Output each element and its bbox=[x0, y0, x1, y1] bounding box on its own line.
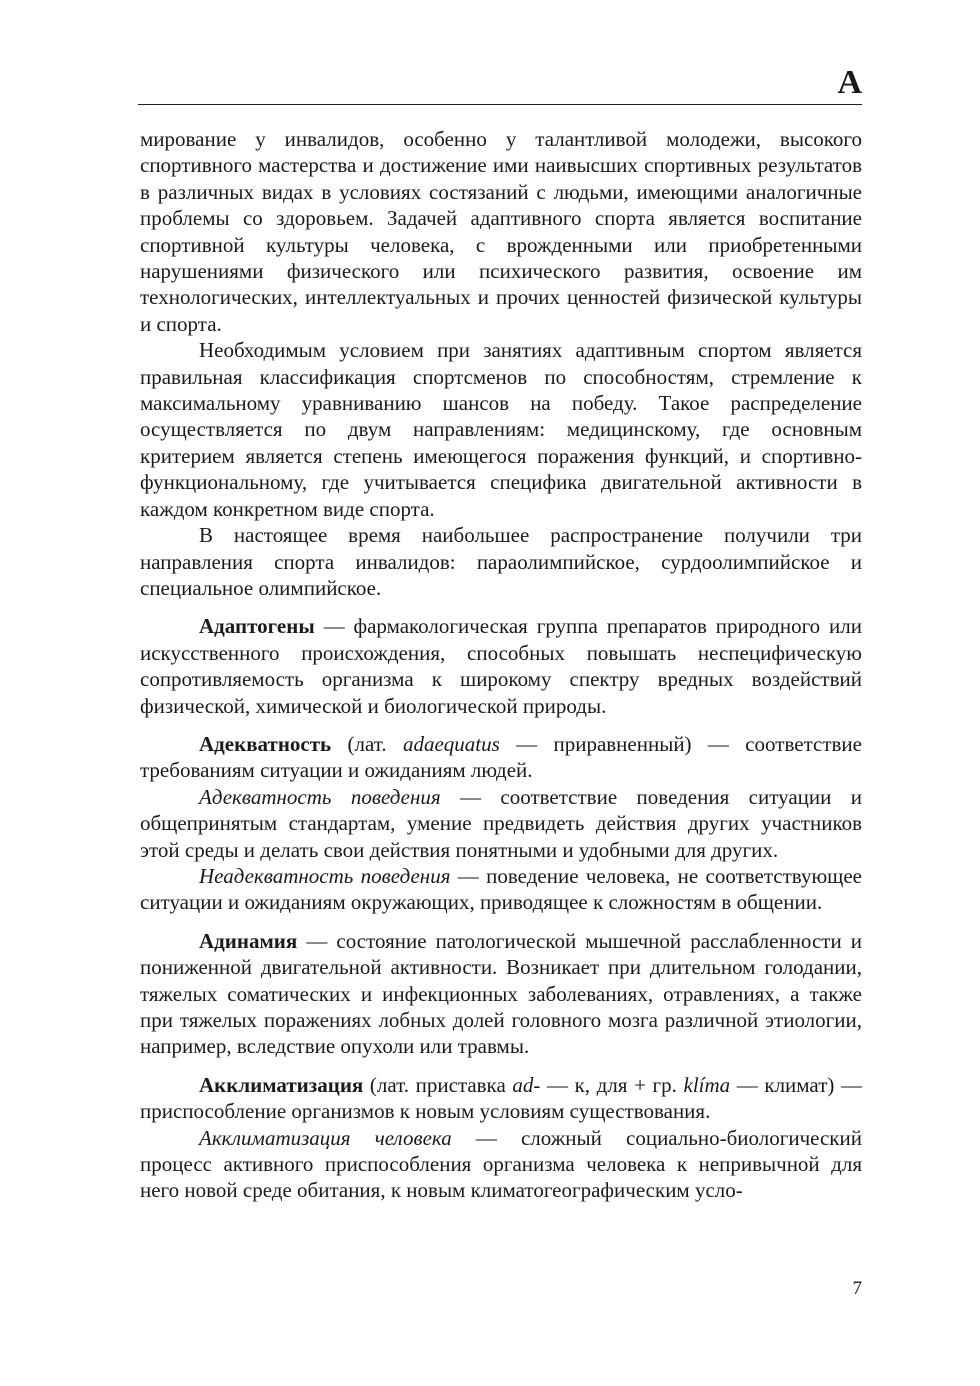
greek-etymology: klíma bbox=[683, 1072, 731, 1097]
latin-prefix: ad- bbox=[512, 1072, 541, 1097]
entry-akklimatizatsiya bbox=[140, 1072, 862, 1125]
page-number: 7 bbox=[852, 1278, 862, 1299]
subentry-definition: — поведение человека, не соответствующее ситуации и ожиданиям окружающих, приводящее к сложностям в общении. bbox=[140, 863, 862, 915]
paragraph-directions: В настоящее время наибольшее распространение получили три направления спорта инвалидов: параолимпийское, сурдоолимпийское и специальное олимпийское. bbox=[140, 523, 862, 600]
running-head bbox=[138, 60, 862, 105]
entry-term: Адинамия bbox=[199, 928, 298, 953]
subentry-adekvatnost-povedeniya bbox=[140, 784, 862, 863]
section-letter: А bbox=[837, 64, 862, 101]
subentry-akklimatizatsiya-cheloveka bbox=[140, 1125, 862, 1204]
subentry-term: Акклиматизация человека bbox=[199, 1125, 452, 1150]
page-body bbox=[140, 126, 862, 1204]
entry-definition-part: (лат. bbox=[331, 731, 403, 756]
entry-definition-part: — климат) — приспособление организмов к новым условиям существования. bbox=[140, 1072, 862, 1124]
entry-term: Адаптогены bbox=[199, 614, 315, 639]
entry-definition-part: — к, для + гр. bbox=[540, 1072, 684, 1097]
subentry-neadekvatnost-povedeniya bbox=[140, 863, 862, 916]
entry-definition-part: — приравненный) — соответствие требованиям ситуации и ожиданиям людей. bbox=[140, 731, 862, 783]
subentry-definition: — соответствие поведения ситуации и общепринятым стандартам, умение предвидеть действия других участников этой среды и делать свои действия понятными и удобными для других. bbox=[140, 784, 862, 862]
subentry-definition: — сложный социально-биологический процесс активного приспособления организма человека к непривычной для него новой среде обитания, к новым климатогеографическим усло- bbox=[140, 1125, 862, 1203]
entry-definition: — фармакологическая группа препаратов природного или искусственного происхождения, способных повышать неспецифическую сопротивляемость организма к широкому спектру вредных воздействий физической, химической и биологической природы. bbox=[140, 614, 862, 718]
subentry-term: Неадекватность поведения bbox=[199, 863, 451, 888]
entry-adekvatnost bbox=[140, 731, 862, 784]
entry-term: Акклиматизация bbox=[199, 1072, 364, 1097]
entry-definition-part: (лат. приставка bbox=[363, 1072, 513, 1097]
subentry-term: Адекватность поведения bbox=[199, 784, 441, 809]
latin-etymology: adaequatus bbox=[402, 731, 500, 756]
paragraph-classification: Необходимым условием при занятиях адаптивным спортом является правильная классификация спортсменов по способностям, стремление к максимальному уравниванию шансов на победу. Такое распределение осуществляется по двум направлениям: медицинскому, где основным критерием является степень имеющегося поражения функций, и спортивно-функциональному, где учитывается специфика двигательной активности в каждом конкретном виде спорта. bbox=[140, 338, 862, 521]
entry-definition: — состояние патологической мышечной расслабленности и пониженной двигательной активности. Возникает при длительном голодании, тяжелых соматических и инфекционных заболеваниях, отравлениях, а также при тяжелых поражениях лобных долей головного мозга различной этиологии, например, вследствие опухоли или травмы. bbox=[140, 928, 862, 1059]
entry-term: Адекватность bbox=[199, 731, 332, 756]
entry-adaptogeny bbox=[140, 613, 862, 719]
continued-paragraph: мирование у инвалидов, особенно у талантливой молодежи, высокого спортивного мастерства и достижение ими наивысших спортивных результатов в различных видах в условиях состязаний с людьми, имеющими аналогичные проблемы со здоровьем. Задачей адаптивного спорта является воспитание спортивной культуры человека, с врожденными или приобретенными нарушениями физического или психического развития, освоение им технологических, интеллектуальных и прочих ценностей физической культуры и спорта. bbox=[140, 127, 862, 336]
entry-adinamiya bbox=[140, 928, 862, 1060]
